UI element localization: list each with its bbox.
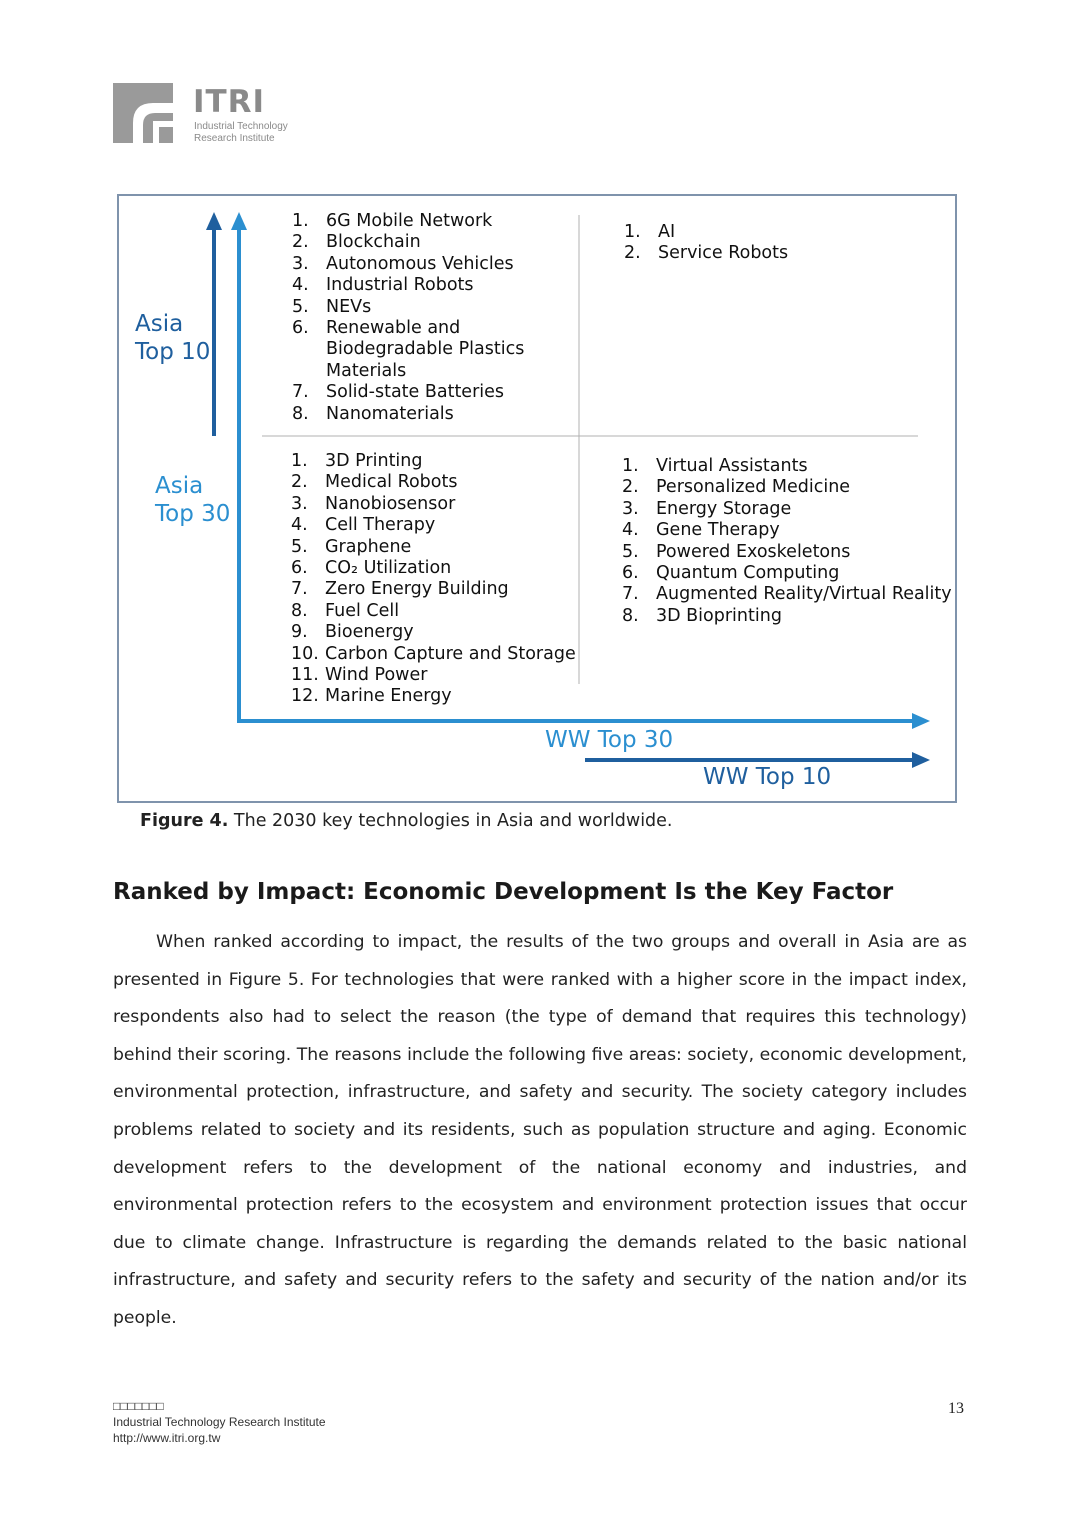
technology-rank: 9. (291, 622, 308, 643)
technology-rank: 10. (291, 643, 319, 664)
logo-subtitle (194, 121, 324, 145)
technology-name: Graphene (325, 536, 412, 557)
technology-item (291, 579, 576, 600)
footer-org-name: Industrial Technology Research Institute (113, 1415, 326, 1429)
technology-item (624, 222, 788, 243)
technology-rank: 2. (622, 477, 639, 498)
technology-rank: 5. (291, 536, 308, 557)
technology-rank: 1. (622, 456, 639, 476)
technology-item (622, 606, 952, 627)
technology-item (291, 494, 576, 515)
technology-name: Quantum Computing (656, 563, 840, 584)
technology-rank: 8. (622, 605, 639, 626)
technology-name: Blockchain (326, 232, 421, 253)
asia-top10-label (135, 310, 210, 366)
technology-name: Renewable and (326, 318, 461, 339)
technology-name: Gene Therapy (656, 520, 780, 541)
technology-item (292, 211, 524, 232)
technology-rank: 8. (291, 600, 308, 621)
technology-rank: 5. (292, 296, 309, 317)
technology-item (292, 297, 524, 318)
technology-rank: 2. (292, 232, 309, 253)
technology-name: Marine Energy (325, 686, 452, 707)
figure-caption (140, 811, 673, 831)
technology-name: Nanobiosensor (325, 493, 456, 514)
technology-rank: 6. (622, 563, 639, 584)
technology-item (622, 542, 952, 563)
technology-rank: 6. (291, 558, 308, 579)
technology-name: Personalized Medicine (656, 477, 851, 498)
technology-name: Materials (326, 360, 407, 381)
technology-item (291, 472, 576, 493)
technology-rank: 3. (622, 498, 639, 519)
technology-item (622, 456, 952, 477)
quadrant-asia-top10-only (292, 211, 524, 425)
footer (113, 1398, 326, 1446)
logo-title: ITRI (193, 84, 266, 120)
technology-rank: 1. (292, 211, 309, 231)
technology-rank: 1. (291, 451, 308, 471)
technology-item (622, 563, 952, 584)
itri-logo-mark-icon (113, 83, 173, 143)
technology-name: Zero Energy Building (325, 579, 509, 600)
technology-name: Wind Power (325, 665, 428, 686)
technology-rank: 2. (624, 243, 641, 264)
technology-rank: 8. (292, 403, 309, 424)
technology-rank: 1. (624, 222, 641, 242)
technology-item (292, 232, 524, 253)
technology-name: Service Robots (658, 243, 789, 264)
technology-name: Bioenergy (325, 622, 414, 643)
technology-name: AI (658, 222, 676, 242)
technology-rank: 4. (291, 515, 308, 536)
technology-name: 3D Printing (325, 451, 423, 471)
technology-item (622, 520, 952, 541)
technology-name: Solid-state Batteries (326, 382, 505, 403)
quadrant-ww-top30 (622, 456, 952, 627)
figure-caption-label: Figure 4. (140, 811, 229, 831)
technology-name: Biodegradable Plastics (326, 339, 525, 360)
technology-name: Autonomous Vehicles (326, 253, 514, 274)
technology-item (622, 584, 952, 605)
technology-name: Powered Exoskeletons (656, 541, 851, 562)
logo-sub-line2: Research Institute (194, 133, 275, 144)
technology-name: CO₂ Utilization (325, 558, 452, 579)
technology-item (291, 644, 576, 665)
technology-rank: 7. (622, 584, 639, 605)
technology-rank: 4. (292, 275, 309, 296)
technology-item (291, 558, 576, 579)
technology-name: Nanomaterials (326, 403, 454, 424)
technology-rank: 11. (291, 665, 319, 686)
technology-name: Industrial Robots (326, 275, 474, 296)
logo-sub-line1: Industrial Technology (194, 121, 288, 132)
technology-item (292, 275, 524, 296)
ww-top10-label: WW Top 10 (703, 764, 832, 790)
technology-name: Fuel Cell (325, 600, 400, 621)
technology-name: Energy Storage (656, 498, 792, 519)
technology-item (291, 515, 576, 536)
technology-item (292, 382, 524, 403)
asia-top10-label-line1: Asia (135, 311, 184, 337)
quadrant-asia-and-ww-top10 (624, 222, 788, 265)
technology-rank: 7. (292, 382, 309, 403)
technology-item (292, 318, 524, 339)
technology-item (291, 451, 576, 472)
page-number: 13 (948, 1400, 964, 1417)
technology-item (622, 499, 952, 520)
figure-caption-text: The 2030 key technologies in Asia and worldwide. (228, 811, 673, 831)
technology-item (622, 477, 952, 498)
technology-rank: 12. (291, 686, 319, 707)
footer-line1: □□□□□□□ (113, 1399, 164, 1413)
asia-top30-label-line1: Asia (155, 473, 204, 499)
technology-name: Virtual Assistants (656, 456, 808, 476)
technology-rank: 2. (291, 472, 308, 493)
technology-rank: 3. (291, 493, 308, 514)
technology-item (624, 243, 788, 264)
technology-name: NEVs (326, 296, 372, 317)
technology-item (292, 361, 524, 382)
technology-item (291, 686, 576, 707)
technology-name: 6G Mobile Network (326, 211, 493, 231)
itri-logo (113, 83, 313, 147)
technology-name: Augmented Reality/Virtual Reality (656, 584, 952, 605)
technology-name: 3D Bioprinting (656, 605, 782, 626)
technology-item (291, 622, 576, 643)
technology-item (291, 665, 576, 686)
quadrant-asia-top30-only (291, 451, 576, 708)
technology-item (291, 601, 576, 622)
body-paragraph: When ranked according to impact, the results of the two groups and overall in Asia are as presented in Figure 5. For technologies that were ranked with a higher score in the impact index, respondents also had to select the reason (the type of demand that requires this technology) behind their scoring. The reasons include the following five areas: society, economic development, environmental protection, infrastructure, and safety and security. The society category includes problems related to society and its residents, such as population structure and aging. Economic development refers to the development of the national economy and industries, and environmental protection refers to the ecosystem and environment protection issues that occur due to climate change. Infrastructure is regarding the demands related to the basic national infrastructure, and safety and security refers to the safety and security of the nation and/or its people. (113, 932, 967, 1328)
technology-item (291, 537, 576, 558)
technology-name: Cell Therapy (325, 515, 436, 536)
technology-name: Carbon Capture and Storage (325, 643, 576, 664)
ww-top30-label: WW Top 30 (545, 727, 674, 753)
technology-rank: 5. (622, 541, 639, 562)
asia-top30-label-line2: Top 30 (155, 501, 231, 527)
technology-item (292, 404, 524, 425)
technology-rank: 4. (622, 520, 639, 541)
technology-rank: 7. (291, 579, 308, 600)
section-title: Ranked by Impact: Economic Development Is the Key Factor (113, 879, 894, 905)
technology-name: Medical Robots (325, 472, 458, 493)
technology-rank: 3. (292, 253, 309, 274)
technology-item (292, 339, 524, 360)
footer-url: http://www.itri.org.tw (113, 1431, 221, 1445)
asia-top10-label-line2: Top 10 (135, 339, 211, 365)
technology-item (292, 254, 524, 275)
technology-rank: 6. (292, 318, 309, 339)
asia-top30-label (155, 472, 230, 528)
